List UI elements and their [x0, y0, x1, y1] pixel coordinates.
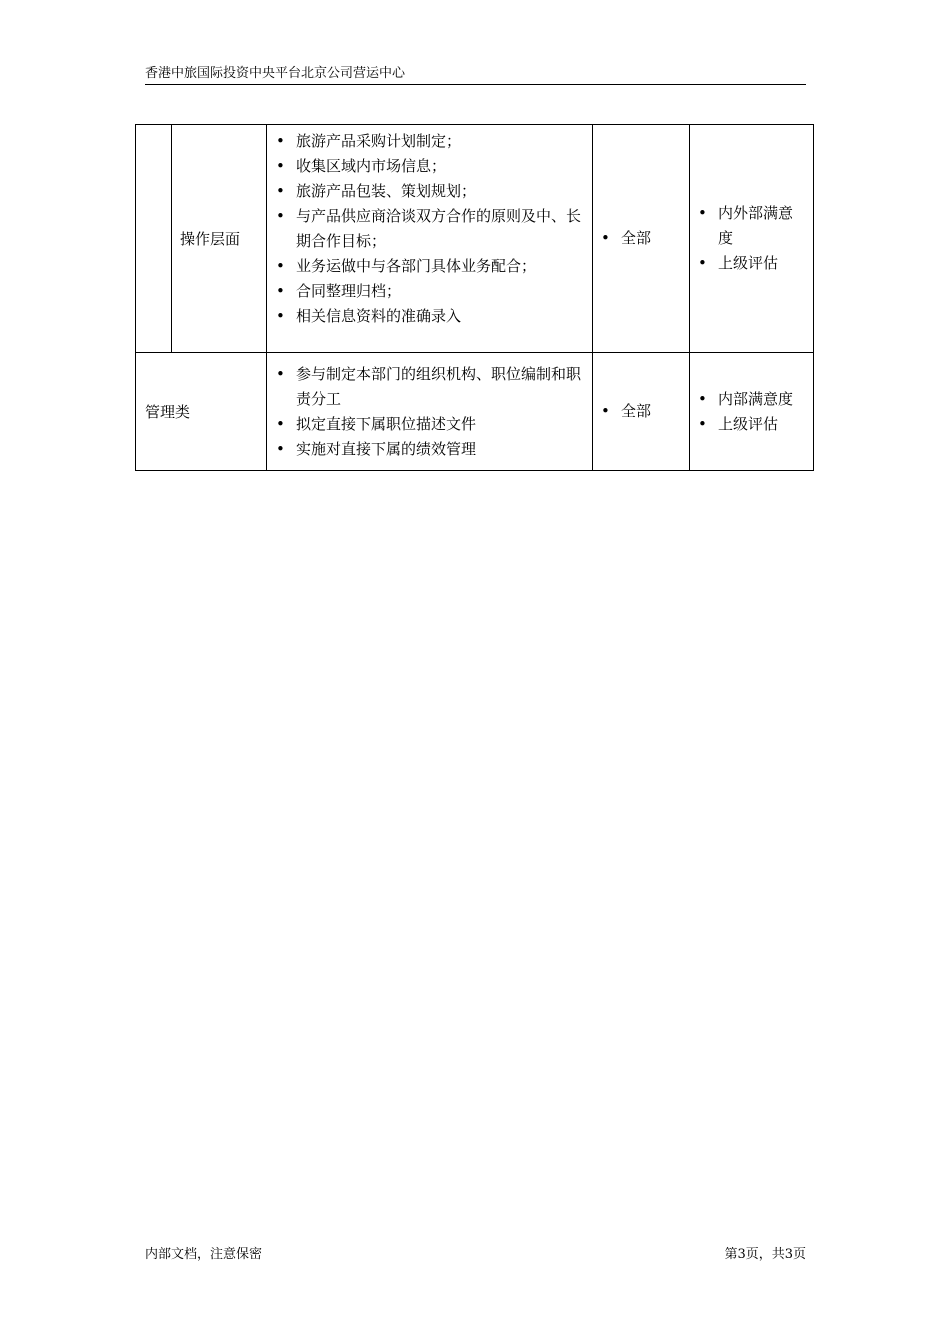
list-item: • 合同整理归档； — [296, 279, 584, 304]
list-item: • 上级评估 — [718, 412, 807, 437]
list-item: • 旅游产品包装、策划规划； — [296, 179, 584, 204]
table-row — [136, 353, 814, 471]
scope-list — [593, 226, 689, 251]
list-item: • 拟定直接下属职位描述文件 — [296, 412, 584, 437]
task-list — [267, 354, 592, 470]
list-item: • 收集区域内市场信息； — [296, 154, 584, 179]
subcategory-cell: 操作层面 — [172, 125, 267, 353]
table-row — [136, 125, 814, 353]
list-item: • 参与制定本部门的组织机构、职位编制和职责分工 — [296, 362, 584, 412]
page-header — [145, 66, 806, 85]
list-item: • 实施对直接下属的绩效管理 — [296, 437, 584, 462]
list-item: • 全部 — [621, 226, 689, 251]
list-item: • 旅游产品采购计划制定； — [296, 129, 584, 154]
evaluation-cell — [690, 125, 814, 353]
list-item: • 全部 — [621, 399, 689, 424]
list-item: • 上级评估 — [718, 251, 807, 276]
list-item: • 相关信息资料的准确录入 — [296, 304, 584, 329]
scope-cell — [593, 125, 690, 353]
scope-list — [593, 399, 689, 424]
evaluation-list — [690, 201, 813, 276]
task-list — [267, 125, 592, 352]
footer-page-number: 第3页，共3页 — [724, 1247, 806, 1262]
scope-cell — [593, 353, 690, 471]
list-item: • 业务运做中与各部门具体业务配合； — [296, 254, 584, 279]
header-title: 香港中旅国际投资中央平台北京公司营运中心 — [145, 66, 406, 81]
evaluation-list — [690, 387, 813, 437]
list-item: • 与产品供应商洽谈双方合作的原则及中、长期合作目标； — [296, 204, 584, 254]
list-item: • 内外部满意度 — [718, 201, 807, 251]
responsibility-table — [135, 124, 814, 471]
tasks-cell — [267, 125, 593, 353]
category-cell: 管理类 — [136, 353, 267, 471]
evaluation-cell — [690, 353, 814, 471]
list-item: • 内部满意度 — [718, 387, 807, 412]
tasks-cell — [267, 353, 593, 471]
category-cell — [136, 125, 172, 353]
footer-confidential: 内部文档，注意保密 — [145, 1247, 263, 1262]
